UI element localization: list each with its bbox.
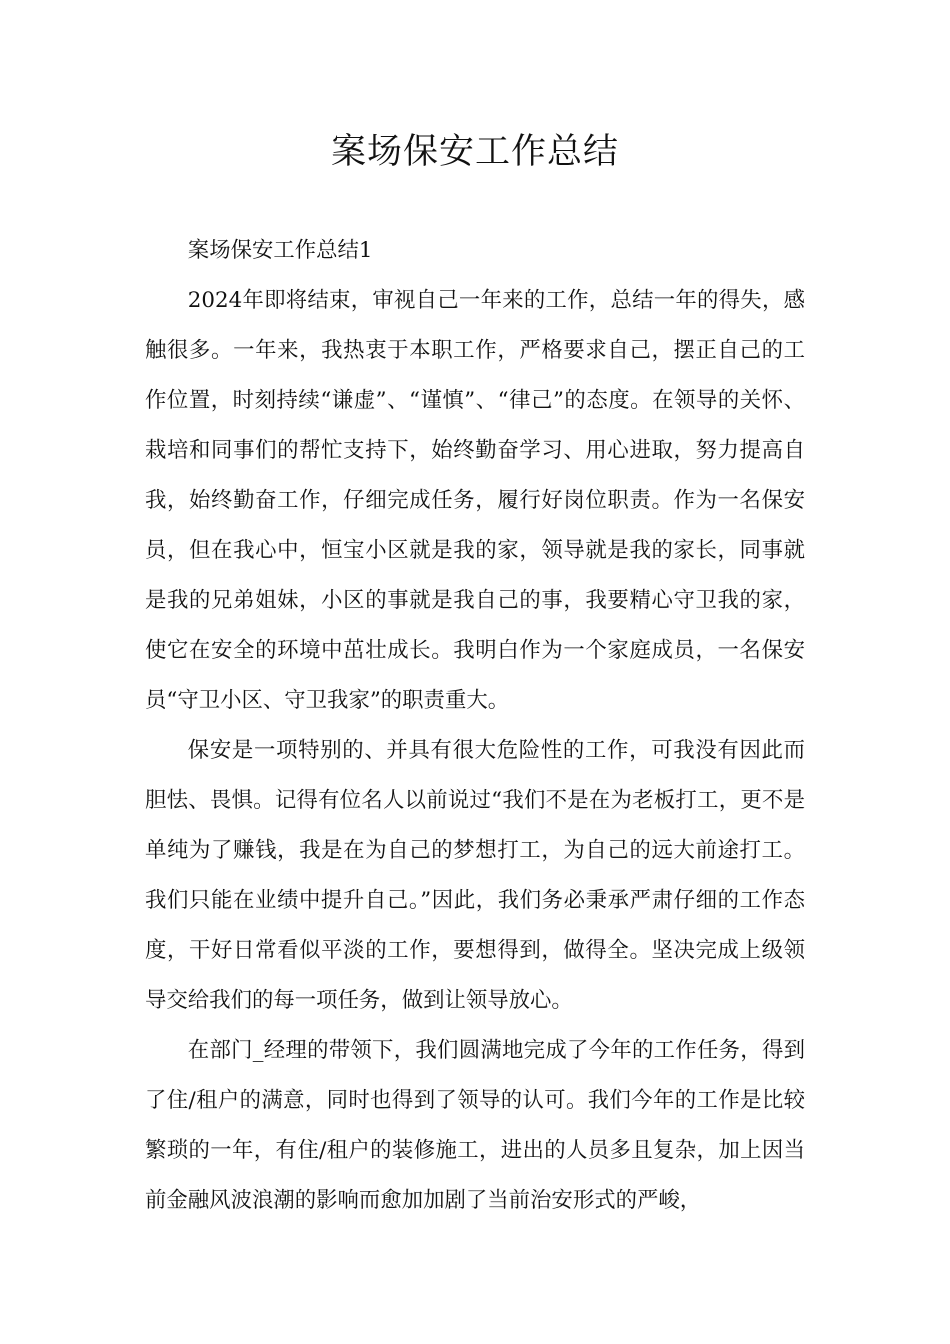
section-heading: 案场保安工作总结1 [187,238,373,263]
paragraph: 保安是一项特别的、并具有很大危险性的工作，可我没有因此而胆怯、畏惧。记得有位名人以前说过“我们不是在为老板打工，更不是单纯为了赚钱，我是在为自己的梦想打工，为自己的远大前途打工。我们只能在业绩中提升自己。”因此，我们务必秉承严肃仔细的工作态度，干好日常看似平淡的工作，要想得到，做得全。坚决完成上级领导交给我们的每一项任务，做到让领导放心。 [145,738,805,1013]
paragraph: 在部门_经理的带领下，我们圆满地完成了今年的工作任务，得到了住/租户的满意，同时也得到了领导的认可。我们今年的工作是比较繁琐的一年，有住/租户的装修施工，进出的人员多且复杂，加上因当前金融风波浪潮的影响而愈加加剧了当前治安形式的严峻， [145,1038,805,1213]
document-title: 案场保安工作总结 [330,132,619,172]
paragraph: 2024年即将结束，审视自己一年来的工作，总结一年的得失，感触很多。一年来，我热衷于本职工作，严格要求自己，摆正自己的工作位置，时刻持续“谦虚”、“谨慎”、“律己”的态度。在领导的关怀、栽培和同事们的帮忙支持下，始终勤奋学习、用心进取，努力提高自我，始终勤奋工作，仔细完成任务，履行好岗位职责。作为一名保安员，但在我心中，恒宝小区就是我的家，领导就是我的家长，同事就是我的兄弟姐妹，小区的事就是我自己的事，我要精心守卫我的家，使它在安全的环境中茁壮成长。我明白作为一个家庭成员，一名保安员“守卫小区、守卫我家”的职责重大。 [145,288,805,713]
document-body [145,226,805,1226]
